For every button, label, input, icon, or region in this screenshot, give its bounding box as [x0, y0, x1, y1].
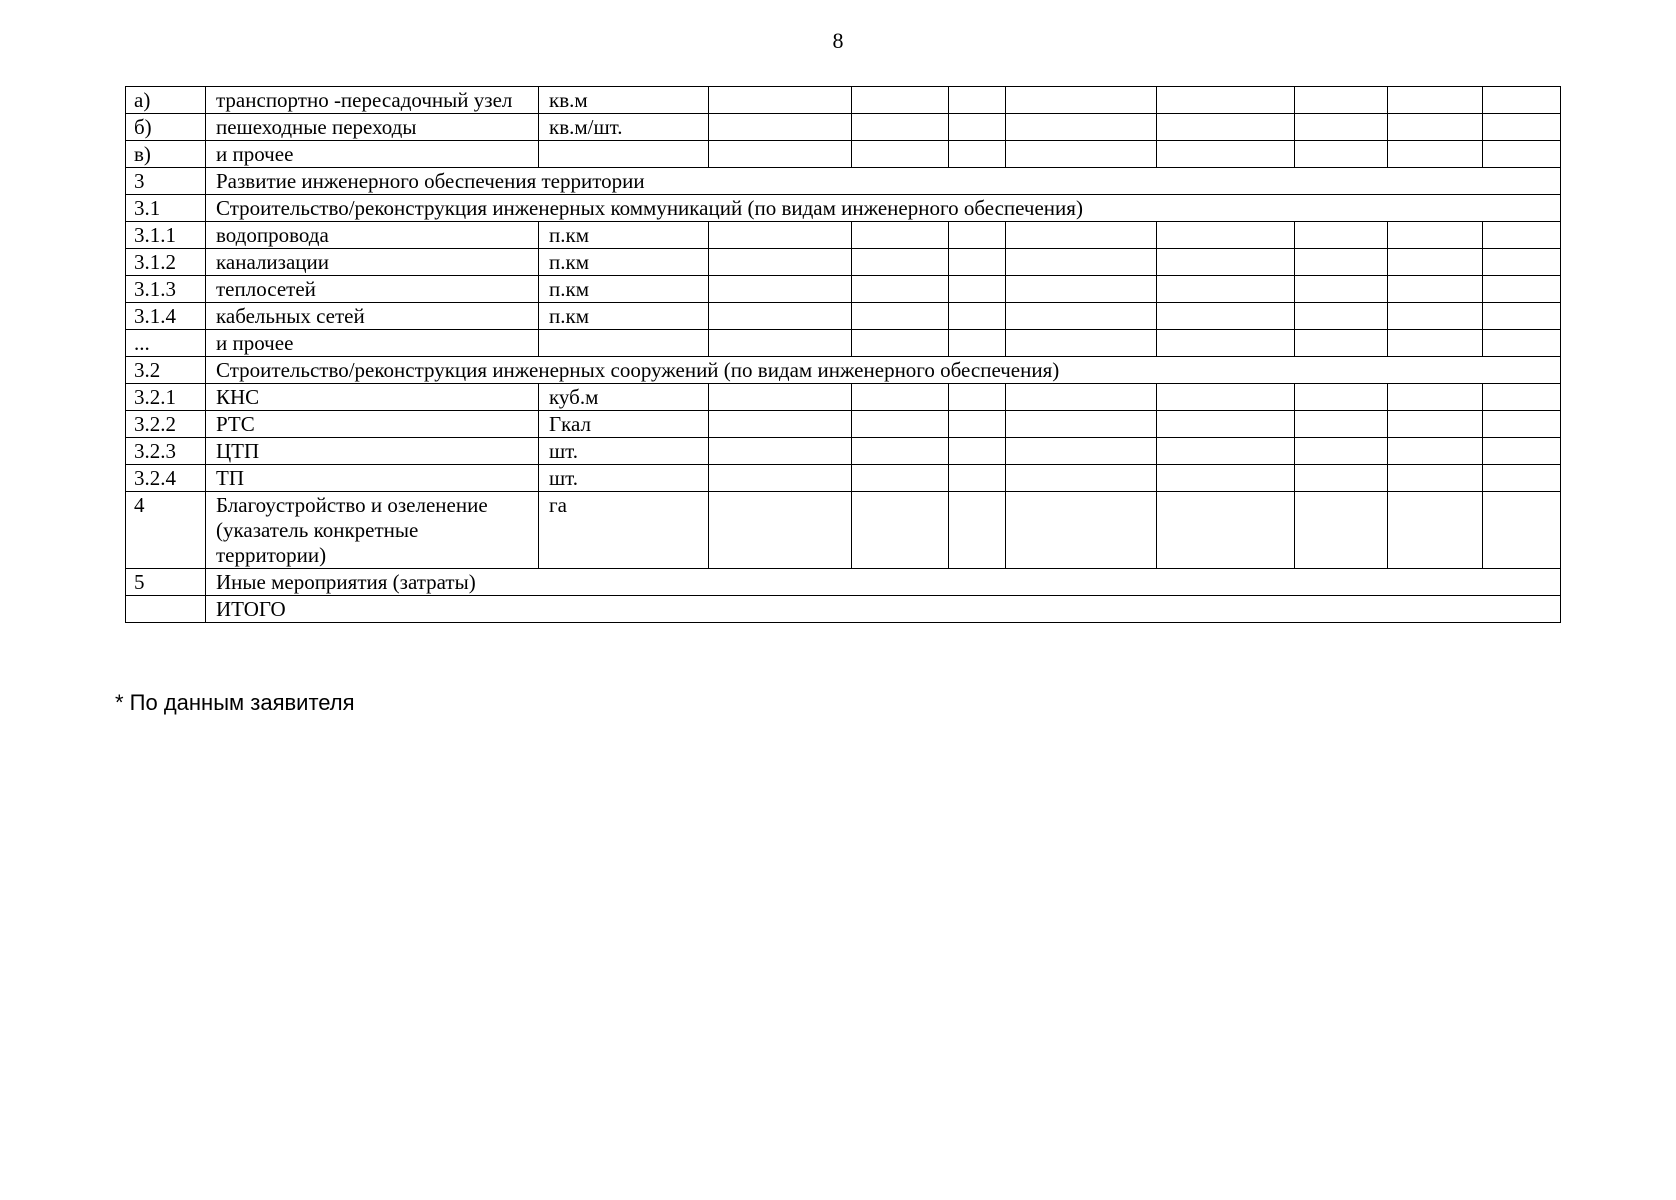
row-name-cell: Строительство/реконструкция инженерных сооружений (по видам инженерного обеспечения)	[206, 357, 1561, 384]
table-row	[126, 249, 1561, 276]
table-row	[126, 465, 1561, 492]
empty-value-cell	[852, 87, 949, 114]
row-unit-cell: га	[539, 492, 709, 569]
empty-value-cell	[852, 411, 949, 438]
empty-value-cell	[1006, 249, 1157, 276]
table-row	[126, 87, 1561, 114]
investment-table	[125, 86, 1561, 623]
row-number-cell: 3.2.4	[126, 465, 206, 492]
empty-value-cell	[1483, 141, 1561, 168]
table-row	[126, 303, 1561, 330]
row-name-cell: транспортно -пересадочный узел	[206, 87, 539, 114]
empty-value-cell	[1295, 276, 1388, 303]
empty-value-cell	[1483, 384, 1561, 411]
empty-value-cell	[1483, 276, 1561, 303]
empty-value-cell	[949, 465, 1006, 492]
table-row	[126, 141, 1561, 168]
empty-value-cell	[1157, 303, 1295, 330]
row-name-cell: и прочее	[206, 141, 539, 168]
row-unit-cell: шт.	[539, 465, 709, 492]
empty-value-cell	[949, 438, 1006, 465]
empty-value-cell	[1295, 87, 1388, 114]
row-unit-cell: п.км	[539, 249, 709, 276]
empty-value-cell	[709, 492, 852, 569]
empty-value-cell	[1388, 384, 1483, 411]
empty-value-cell	[1006, 114, 1157, 141]
row-name-cell: канализации	[206, 249, 539, 276]
empty-value-cell	[709, 276, 852, 303]
row-name-cell: ЦТП	[206, 438, 539, 465]
empty-value-cell	[709, 438, 852, 465]
footnote: * По данным заявителя	[115, 690, 355, 715]
empty-value-cell	[949, 87, 1006, 114]
empty-value-cell	[1295, 438, 1388, 465]
table-row	[126, 411, 1561, 438]
empty-value-cell	[852, 222, 949, 249]
row-number-cell	[126, 596, 206, 623]
row-unit-cell: п.км	[539, 276, 709, 303]
row-unit-cell: кв.м	[539, 87, 709, 114]
row-number-cell: 3.1.4	[126, 303, 206, 330]
empty-value-cell	[1388, 222, 1483, 249]
empty-value-cell	[1157, 276, 1295, 303]
empty-value-cell	[1295, 249, 1388, 276]
empty-value-cell	[1295, 222, 1388, 249]
empty-value-cell	[1388, 438, 1483, 465]
empty-value-cell	[709, 303, 852, 330]
empty-value-cell	[852, 492, 949, 569]
empty-value-cell	[1295, 114, 1388, 141]
row-unit-cell	[539, 141, 709, 168]
row-unit-cell	[539, 330, 709, 357]
empty-value-cell	[949, 114, 1006, 141]
empty-value-cell	[852, 465, 949, 492]
empty-value-cell	[949, 249, 1006, 276]
empty-value-cell	[1006, 222, 1157, 249]
row-name-cell: Строительство/реконструкция инженерных коммуникаций (по видам инженерного обеспечения)	[206, 195, 1561, 222]
table-row	[126, 114, 1561, 141]
row-name-cell: Развитие инженерного обеспечения территории	[206, 168, 1561, 195]
row-number-cell: 3.2.1	[126, 384, 206, 411]
empty-value-cell	[852, 330, 949, 357]
empty-value-cell	[1006, 87, 1157, 114]
empty-value-cell	[852, 276, 949, 303]
empty-value-cell	[1388, 303, 1483, 330]
table-row	[126, 195, 1561, 222]
empty-value-cell	[1388, 411, 1483, 438]
row-unit-cell: п.км	[539, 222, 709, 249]
empty-value-cell	[852, 438, 949, 465]
empty-value-cell	[949, 222, 1006, 249]
empty-value-cell	[1483, 438, 1561, 465]
empty-value-cell	[1006, 492, 1157, 569]
row-unit-cell: шт.	[539, 438, 709, 465]
empty-value-cell	[1388, 276, 1483, 303]
empty-value-cell	[1295, 411, 1388, 438]
empty-value-cell	[1157, 114, 1295, 141]
empty-value-cell	[1295, 384, 1388, 411]
empty-value-cell	[852, 114, 949, 141]
table-row	[126, 168, 1561, 195]
empty-value-cell	[1295, 465, 1388, 492]
page-number: 8	[832, 28, 844, 53]
empty-value-cell	[1483, 303, 1561, 330]
empty-value-cell	[709, 87, 852, 114]
empty-value-cell	[1388, 87, 1483, 114]
empty-value-cell	[949, 276, 1006, 303]
empty-value-cell	[949, 384, 1006, 411]
row-name-cell: водопровода	[206, 222, 539, 249]
empty-value-cell	[1295, 303, 1388, 330]
row-name-cell: пешеходные переходы	[206, 114, 539, 141]
table-row	[126, 569, 1561, 596]
empty-value-cell	[1157, 438, 1295, 465]
empty-value-cell	[1006, 411, 1157, 438]
row-name-cell: кабельных сетей	[206, 303, 539, 330]
table-row	[126, 222, 1561, 249]
empty-value-cell	[1295, 492, 1388, 569]
empty-value-cell	[1006, 141, 1157, 168]
empty-value-cell	[1483, 465, 1561, 492]
empty-value-cell	[709, 330, 852, 357]
table-row	[126, 276, 1561, 303]
row-name-cell: КНС	[206, 384, 539, 411]
empty-value-cell	[1157, 492, 1295, 569]
empty-value-cell	[1006, 276, 1157, 303]
table-row	[126, 330, 1561, 357]
row-number-cell: 3.1.3	[126, 276, 206, 303]
row-name-cell: ИТОГО	[206, 596, 1561, 623]
row-unit-cell: п.км	[539, 303, 709, 330]
table-row	[126, 384, 1561, 411]
empty-value-cell	[1006, 303, 1157, 330]
empty-value-cell	[1483, 87, 1561, 114]
empty-value-cell	[1388, 114, 1483, 141]
empty-value-cell	[1295, 330, 1388, 357]
empty-value-cell	[709, 384, 852, 411]
row-number-cell: 3.2.2	[126, 411, 206, 438]
row-name-cell: ТП	[206, 465, 539, 492]
empty-value-cell	[709, 249, 852, 276]
row-number-cell: в)	[126, 141, 206, 168]
empty-value-cell	[709, 411, 852, 438]
empty-value-cell	[1388, 141, 1483, 168]
row-number-cell: 3	[126, 168, 206, 195]
empty-value-cell	[1006, 465, 1157, 492]
empty-value-cell	[949, 492, 1006, 569]
row-number-cell: 5	[126, 569, 206, 596]
row-number-cell: 3.2	[126, 357, 206, 384]
empty-value-cell	[1157, 384, 1295, 411]
empty-value-cell	[1483, 411, 1561, 438]
empty-value-cell	[1157, 411, 1295, 438]
empty-value-cell	[852, 249, 949, 276]
row-unit-cell: Гкал	[539, 411, 709, 438]
empty-value-cell	[852, 384, 949, 411]
row-name-cell: и прочее	[206, 330, 539, 357]
row-number-cell: б)	[126, 114, 206, 141]
row-number-cell: 4	[126, 492, 206, 569]
empty-value-cell	[709, 141, 852, 168]
empty-value-cell	[852, 141, 949, 168]
empty-value-cell	[949, 141, 1006, 168]
empty-value-cell	[709, 222, 852, 249]
row-name-cell: теплосетей	[206, 276, 539, 303]
row-number-cell: ...	[126, 330, 206, 357]
empty-value-cell	[949, 411, 1006, 438]
empty-value-cell	[949, 303, 1006, 330]
empty-value-cell	[709, 114, 852, 141]
empty-value-cell	[1006, 330, 1157, 357]
empty-value-cell	[1006, 384, 1157, 411]
empty-value-cell	[1157, 141, 1295, 168]
empty-value-cell	[1157, 465, 1295, 492]
row-number-cell: 3.1	[126, 195, 206, 222]
table-body	[126, 87, 1561, 623]
empty-value-cell	[1483, 249, 1561, 276]
empty-value-cell	[1157, 330, 1295, 357]
empty-value-cell	[709, 465, 852, 492]
row-number-cell: 3.2.3	[126, 438, 206, 465]
table-row	[126, 438, 1561, 465]
row-number-cell: а)	[126, 87, 206, 114]
empty-value-cell	[1483, 222, 1561, 249]
row-name-cell: Благоустройство и озеленение (указатель конкретные территории)	[206, 492, 539, 569]
empty-value-cell	[949, 330, 1006, 357]
empty-value-cell	[1483, 114, 1561, 141]
empty-value-cell	[1388, 330, 1483, 357]
empty-value-cell	[1483, 330, 1561, 357]
row-name-cell: РТС	[206, 411, 539, 438]
row-number-cell: 3.1.2	[126, 249, 206, 276]
empty-value-cell	[1388, 492, 1483, 569]
empty-value-cell	[852, 303, 949, 330]
empty-value-cell	[1388, 249, 1483, 276]
table-row	[126, 596, 1561, 623]
empty-value-cell	[1483, 492, 1561, 569]
empty-value-cell	[1157, 222, 1295, 249]
row-unit-cell: кв.м/шт.	[539, 114, 709, 141]
row-name-cell: Иные мероприятия (затраты)	[206, 569, 1561, 596]
table-row	[126, 357, 1561, 384]
empty-value-cell	[1388, 465, 1483, 492]
table-row	[126, 492, 1561, 569]
empty-value-cell	[1157, 249, 1295, 276]
row-unit-cell: куб.м	[539, 384, 709, 411]
empty-value-cell	[1006, 438, 1157, 465]
empty-value-cell	[1295, 141, 1388, 168]
row-number-cell: 3.1.1	[126, 222, 206, 249]
empty-value-cell	[1157, 87, 1295, 114]
